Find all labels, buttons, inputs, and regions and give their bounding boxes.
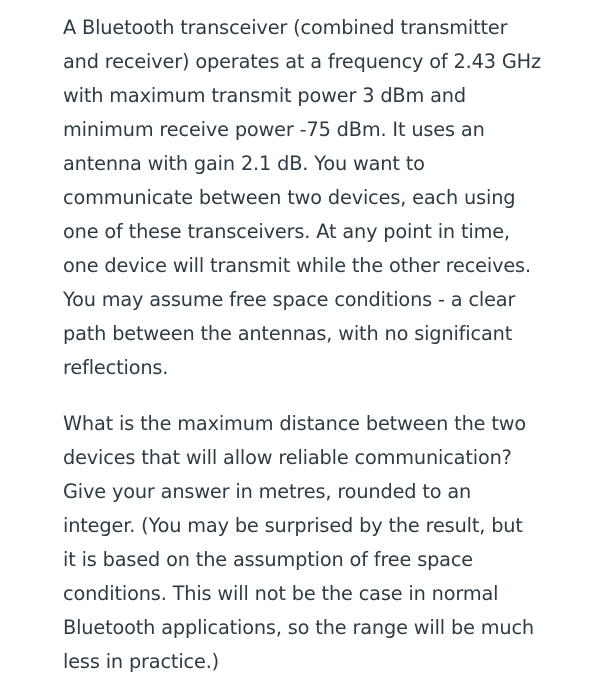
text-line: Give your answer in metres, rounded to an (63, 480, 472, 503)
question-paragraph-1 (63, 11, 593, 385)
text-line: devices that will allow reliable communication? (63, 446, 512, 469)
text-line: path between the antennas, with no significant (63, 322, 513, 345)
text-line: You may assume free space conditions - a clear (63, 288, 516, 311)
text-line: one device will transmit while the other receives. (63, 254, 531, 277)
text-line: one of these transceivers. At any point in time, (63, 220, 510, 243)
text-line: conditions. This will not be the case in normal (63, 582, 499, 605)
text-line: A Bluetooth transceiver (combined transmitter (63, 16, 508, 39)
text-line: less in practice.) (63, 650, 220, 673)
text-line: reflections. (63, 356, 169, 379)
text-line: What is the maximum distance between the two (63, 412, 527, 435)
text-line: and receiver) operates at a frequency of 2.43 GHz (63, 50, 541, 73)
text-line: integer. (You may be surprised by the result, but (63, 514, 523, 537)
text-line: it is based on the assumption of free space (63, 548, 474, 571)
text-line: with maximum transmit power 3 dBm and (63, 84, 466, 107)
question-paragraph-2 (63, 407, 593, 679)
text-line: antenna with gain 2.1 dB. You want to (63, 152, 425, 175)
text-line: minimum receive power -75 dBm. It uses an (63, 118, 485, 141)
question-text (63, 11, 593, 679)
text-line: Bluetooth applications, so the range will be much (63, 616, 535, 639)
text-line: communicate between two devices, each using (63, 186, 516, 209)
